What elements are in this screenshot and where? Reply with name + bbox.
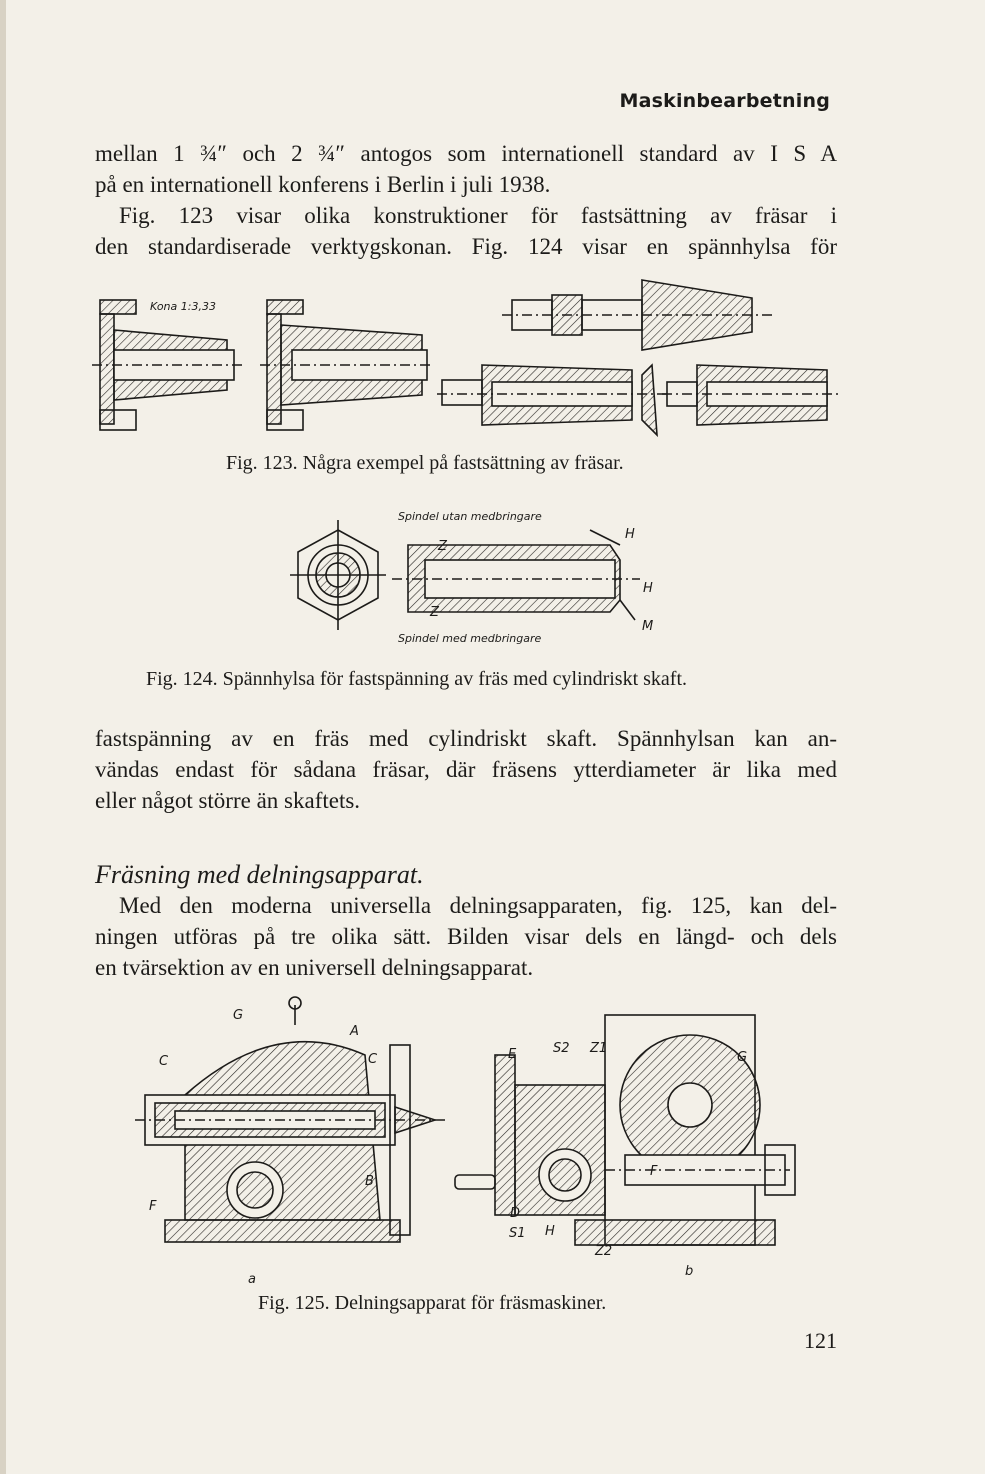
figure-124-letter-z-bottom: Z	[430, 605, 439, 620]
figure-123-drawing	[92, 270, 852, 440]
figure-124-letter-m: M	[642, 619, 654, 634]
paragraph-1-line: mellan 1 ¾″ och 2 ¾″ antogos som internationell standard av I S A	[95, 141, 837, 166]
figure-125-letter: S1	[509, 1226, 526, 1241]
paragraph-2-line: eller något större än skaftets.	[95, 788, 361, 813]
figure-125-letter: B	[365, 1174, 374, 1189]
figure-124-letter-h-mid: H	[643, 581, 653, 596]
paragraph-2	[95, 723, 837, 816]
paragraph-1-line: på en internationell konferens i Berlin i juli 1938.	[95, 172, 551, 197]
figure-125-letter: D	[510, 1206, 521, 1221]
figure-125-letter: F	[149, 1199, 157, 1214]
section-paragraph-line: en tvärsektion av en universell delningsapparat.	[95, 955, 534, 980]
figure-124-label-bottom: Spindel med medbringare	[398, 632, 542, 645]
paragraph-1-line: den standardiserade verktygskonan. Fig. 124 visar en spännhylsa för	[95, 234, 837, 259]
paragraph-1	[95, 138, 837, 262]
figure-125-letter: G	[233, 1008, 244, 1023]
section-paragraph-line: Med den moderna universella delningsapparaten, fig. 125, kan del-	[119, 893, 837, 918]
figure-125-sub-a: a	[248, 1272, 256, 1287]
figure-125-letter: G	[737, 1050, 748, 1065]
section-title: Fräsning med delningsapparat.	[95, 860, 424, 889]
section-paragraph-line: ningen utföras på tre olika sätt. Bilden visar dels en längd- och dels	[95, 924, 837, 949]
section-paragraph	[95, 890, 837, 983]
figure-125-letter: Z2	[595, 1244, 613, 1259]
figure-125-letter: H	[545, 1224, 555, 1239]
figure-125-letter: C	[159, 1054, 169, 1069]
figure-124-label-top: Spindel utan medbringare	[398, 510, 542, 523]
figure-125-letter: A	[350, 1024, 359, 1039]
figure-124-letter-z-top: Z	[438, 539, 447, 554]
paragraph-2-line: vändas endast för sådana fräsar, där fräsens ytterdiameter är lika med	[95, 757, 837, 782]
figure-125-letter: S2	[553, 1041, 570, 1056]
paragraph-1-line: Fig. 123 visar olika konstruktioner för fastsättning av fräsar i	[119, 203, 837, 228]
figure-124-letter-h-top: H	[625, 527, 635, 542]
figure-125-letter: E	[508, 1047, 517, 1062]
figure-125-letter: F	[650, 1164, 658, 1179]
page-number: 121	[804, 1328, 837, 1353]
paragraph-2-line: fastspänning av en fräs med cylindriskt skaft. Spännhylsan kan an-	[95, 726, 837, 751]
figure-124-drawing	[280, 500, 660, 660]
figure-123-label-kona: Kona 1:3,33	[150, 300, 216, 313]
figure-125-caption: Fig. 125. Delningsapparat för fräsmaskiner.	[258, 1292, 607, 1314]
figure-125-drawing	[125, 995, 815, 1290]
figure-123-caption: Fig. 123. Några exempel på fastsättning av fräsar.	[226, 452, 624, 474]
figure-125-letter: C	[368, 1052, 378, 1067]
figure-125-sub-b: b	[685, 1264, 694, 1279]
running-head: Maskinbearbetning	[619, 90, 830, 112]
figure-125-letter: Z1	[590, 1041, 608, 1056]
figure-124-caption: Fig. 124. Spännhylsa för fastspänning av fräs med cylindriskt skaft.	[146, 668, 688, 690]
page-edge	[0, 0, 6, 1474]
